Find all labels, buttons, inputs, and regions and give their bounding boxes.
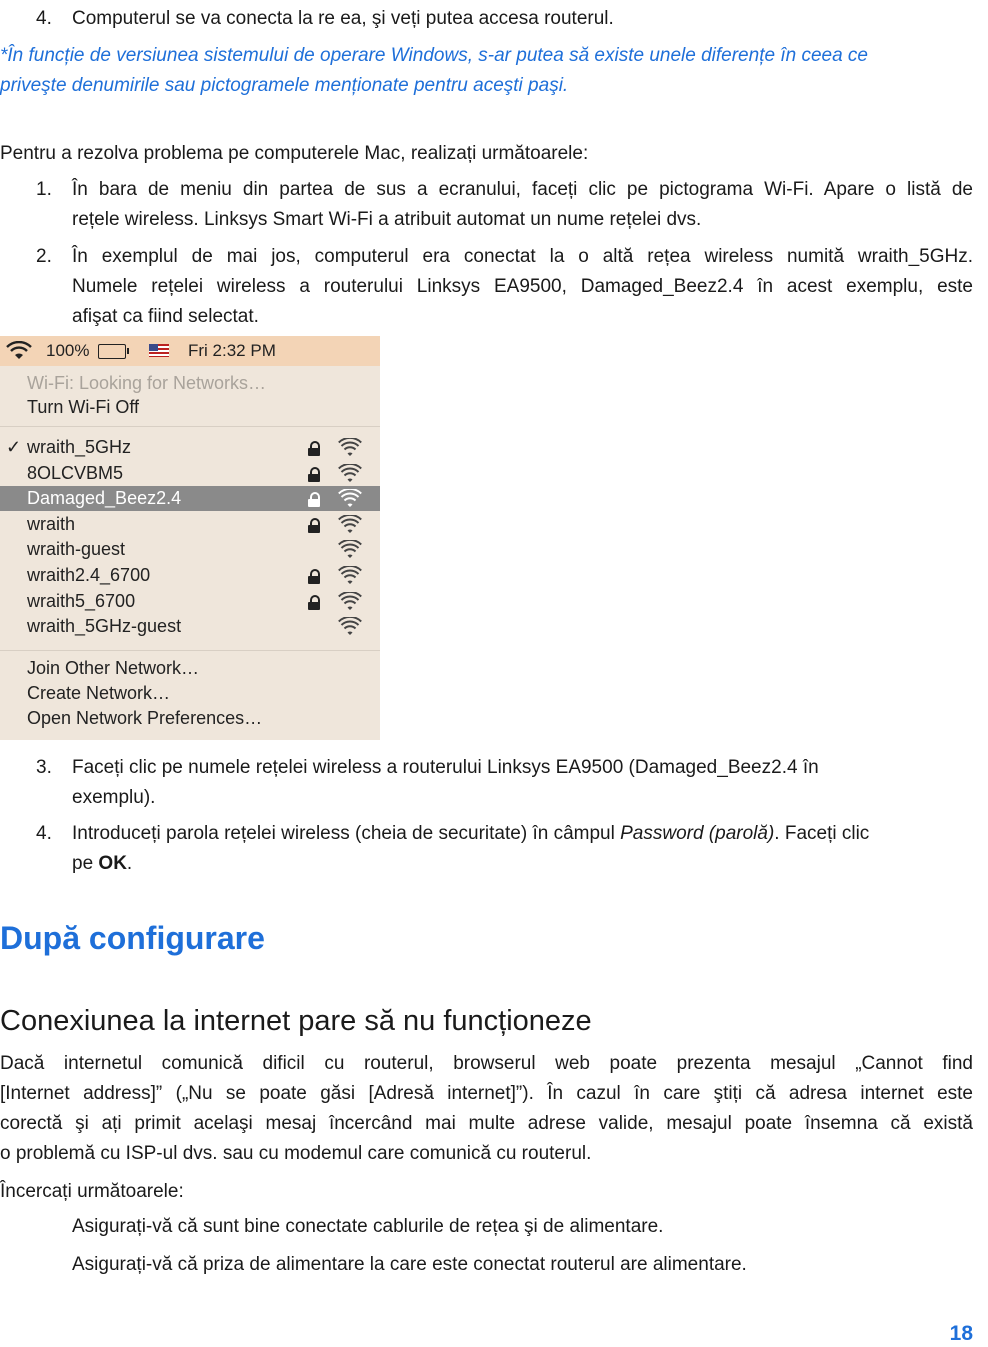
network-name: wraith5_6700 bbox=[27, 590, 136, 611]
step-line: pe OK. bbox=[72, 853, 133, 874]
join-other-network-item[interactable]: Join Other Network… bbox=[27, 658, 200, 678]
step-line: Faceți clic pe numele rețelei wireless a routerului Linksys EA9500 (Damaged_Beez2.4 în bbox=[72, 757, 819, 778]
wifi-signal-icon bbox=[338, 540, 362, 560]
lock-icon bbox=[308, 518, 320, 532]
tip-item: Asigurați-vă că sunt bine conectate cablurile de rețea şi de alimentare. bbox=[72, 1216, 664, 1237]
step-text: Computerul se va conecta la re ea, şi veți putea accesa routerul. bbox=[72, 8, 614, 29]
battery-icon bbox=[98, 344, 126, 359]
network-item[interactable] bbox=[0, 563, 380, 588]
wifi-signal-icon bbox=[338, 438, 362, 458]
lock-icon bbox=[308, 441, 320, 455]
network-item[interactable] bbox=[0, 486, 380, 511]
network-item[interactable] bbox=[0, 537, 380, 562]
menubar-clock: Fri 2:32 PM bbox=[188, 341, 276, 360]
step-line: Numele rețelei wireless a routerului Linksys EA9500, Damaged_Beez2.4 în acest exemplu, este bbox=[72, 276, 973, 297]
lock-icon bbox=[308, 492, 320, 506]
step-line: În bara de meniu din partea de sus a ecranului, faceți clic pe pictograma Wi-Fi. Apare o listă de bbox=[72, 179, 973, 200]
step-line: Introduceți parola rețelei wireless (cheia de securitate) în câmpul Password (parolă). Faceți clic bbox=[72, 823, 870, 844]
lock-icon bbox=[308, 595, 320, 609]
windows-note-line: priveşte denumirile sau pictogramele menționate pentru aceşti paşi. bbox=[0, 75, 569, 96]
password-field-label: Password (parolă) bbox=[620, 823, 775, 844]
turn-wifi-off-item[interactable]: Turn Wi-Fi Off bbox=[27, 397, 139, 417]
open-network-preferences-item[interactable]: Open Network Preferences… bbox=[27, 708, 263, 728]
network-item[interactable] bbox=[0, 435, 380, 460]
step-line: exemplu). bbox=[72, 787, 156, 808]
step-number: 2. bbox=[36, 246, 52, 267]
battery-percent: 100% bbox=[46, 341, 90, 360]
us-flag-icon bbox=[149, 344, 169, 357]
windows-note-line: *În funcție de versiunea sistemului de operare Windows, s-ar putea să existe unele diferențe în ceea ce bbox=[0, 45, 868, 66]
create-network-item[interactable]: Create Network… bbox=[27, 683, 171, 703]
step-number: 4. bbox=[36, 8, 52, 29]
try-label: Încercați următoarele: bbox=[0, 1181, 184, 1202]
network-item[interactable] bbox=[0, 614, 380, 639]
step-number: 3. bbox=[36, 757, 52, 778]
network-name: wraith-guest bbox=[27, 539, 126, 560]
network-item[interactable] bbox=[0, 589, 380, 614]
wifi-icon[interactable] bbox=[6, 341, 32, 361]
wifi-signal-icon bbox=[338, 515, 362, 535]
checkmark-icon: ✓ bbox=[6, 437, 22, 457]
wifi-status: Wi-Fi: Looking for Networks… bbox=[27, 373, 267, 393]
network-name: wraith_5GHz bbox=[27, 437, 132, 457]
paragraph-line: [Internet address]” („Nu se poate găsi [Adresă internet]”). În cazul în care ştiți că adresa internet este bbox=[0, 1083, 973, 1104]
mac-menubar bbox=[0, 336, 380, 366]
network-name: wraith_5GHz-guest bbox=[27, 616, 182, 637]
wifi-signal-icon bbox=[338, 617, 362, 637]
section-title: După configurare bbox=[0, 920, 265, 956]
network-name: wraith2.4_6700 bbox=[27, 565, 151, 585]
step-line: rețele wireless. Linksys Smart Wi-Fi a atribuit automat un nume rețelei dvs. bbox=[72, 209, 702, 230]
mac-intro: Pentru a rezolva problema pe computerele Mac, realizați următoarele: bbox=[0, 143, 589, 164]
menu-divider bbox=[0, 426, 380, 427]
wifi-signal-icon bbox=[338, 592, 362, 612]
ok-label: OK bbox=[98, 853, 127, 874]
subsection-title: Conexiunea la internet pare să nu funcționeze bbox=[0, 1005, 592, 1037]
troubleshoot-paragraph bbox=[0, 1052, 973, 1172]
step-2-text bbox=[72, 245, 973, 335]
lock-icon bbox=[308, 467, 320, 481]
wifi-signal-icon bbox=[338, 566, 362, 586]
step-line: afişat ca fiind selectat. bbox=[72, 306, 259, 327]
paragraph-line: corectă şi ați primit acelaşi mesaj încercând mai multe adrese valide, mesajul poate însemna că există bbox=[0, 1113, 973, 1134]
wifi-menu-screenshot bbox=[0, 336, 380, 740]
wifi-signal-icon bbox=[338, 464, 362, 484]
menu-divider bbox=[0, 650, 380, 651]
tip-item: Asigurați-vă că priza de alimentare la care este conectat routerul are alimentare. bbox=[72, 1254, 747, 1275]
step-number: 1. bbox=[36, 179, 52, 200]
step-number: 4. bbox=[36, 823, 52, 844]
network-name: Damaged_Beez2.4 bbox=[27, 488, 182, 509]
lock-icon bbox=[308, 569, 320, 583]
network-name: wraith bbox=[27, 513, 76, 534]
paragraph-line: o problemă cu ISP-ul dvs. sau cu modemul care comunică cu routerul. bbox=[0, 1143, 592, 1164]
network-item[interactable] bbox=[0, 512, 380, 537]
paragraph-line: Dacă internetul comunică dificil cu routerul, browserul web poate prezenta mesajul „Cannot find bbox=[0, 1053, 973, 1074]
network-item[interactable] bbox=[0, 461, 380, 486]
page-number: 18 bbox=[949, 1322, 973, 1345]
step-line: În exemplul de mai jos, computerul era conectat la o altă rețea wireless numită wraith_5GHz. bbox=[72, 246, 973, 267]
wifi-signal-icon bbox=[338, 489, 362, 509]
network-name: 8OLCVBM5 bbox=[27, 462, 124, 483]
step-1-text bbox=[72, 178, 973, 238]
